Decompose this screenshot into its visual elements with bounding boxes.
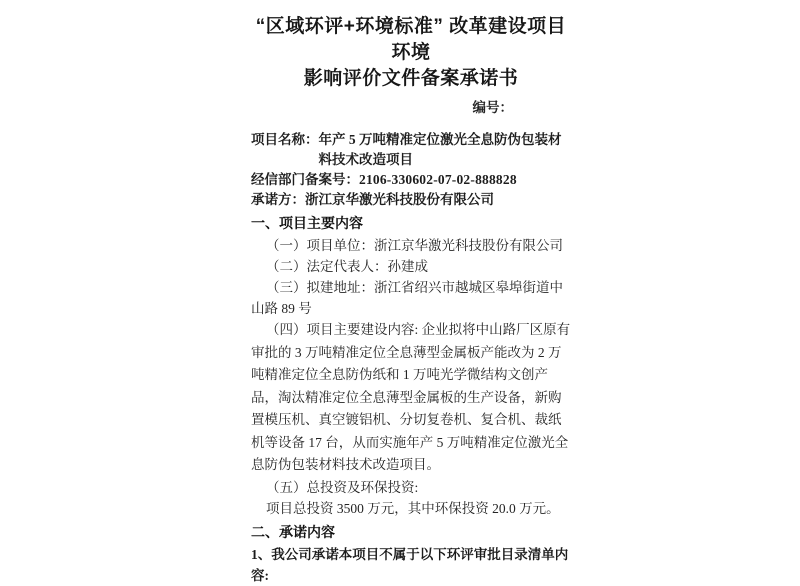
commitment-item-1: 1、我公司承诺本项目不属于以下环评审批目录清单内容: — [251, 546, 569, 583]
promisor-value: 浙江京华激光科技股份有限公司 — [305, 192, 494, 207]
promisor-label: 承诺方： — [251, 192, 305, 207]
item-5-investment-heading: （五）总投资及环保投资: — [266, 479, 419, 495]
promisor-line — [251, 190, 571, 210]
project-name-label: 项目名称： — [251, 132, 319, 147]
record-number-label: 经信部门备案号： — [251, 172, 359, 187]
serial-number-label: 编号： — [472, 100, 513, 115]
item-1-project-unit: （一）项目单位：浙江京华激光科技股份有限公司 — [266, 238, 563, 253]
document-content — [251, 14, 571, 586]
item-2-legal-representative: （二）法定代表人：孙建成 — [266, 259, 428, 274]
document-title — [251, 14, 571, 92]
section-1-heading: 一、项目主要内容 — [251, 215, 363, 231]
investment-detail: 项目总投资 3500 万元，其中环保投资 20.0 万元。 — [266, 500, 560, 516]
record-number-line — [251, 170, 571, 190]
project-name-field — [251, 130, 571, 170]
item-3-proposed-address: （三）拟建地址：浙江省绍兴市越城区皋埠街道中山路 89 号 — [251, 280, 563, 316]
section-2-heading: 二、承诺内容 — [251, 523, 335, 540]
title-line-1: “区域环评+环境标准” 改革建设项目环境 — [255, 16, 567, 63]
meta-block — [251, 130, 571, 210]
record-number-value: 2106-330602-07-02-888828 — [359, 172, 517, 187]
item-4-construction-content: （四）项目主要建设内容: 企业拟将中山路厂区原有审批的 3 万吨精准定位全息薄型金属板产能改为 2 万吨精准定位全息防伪纸和 1 万吨光学微结构文创产品，淘汰精准定位全息薄型金属板的生产设备，新购置模压机、真空镀铝机、分切复卷机、复合机、裁纸机等设备 17 台，从而实施年产 5 万吨精准定位激光全息防伪包装材料技术改造项目。 — [251, 322, 571, 472]
project-name-value: 年产 5 万吨精准定位激光全息防伪包装材料技术改造项目 — [318, 132, 562, 167]
title-line-2: 影响评价文件备案承诺书 — [303, 68, 519, 89]
